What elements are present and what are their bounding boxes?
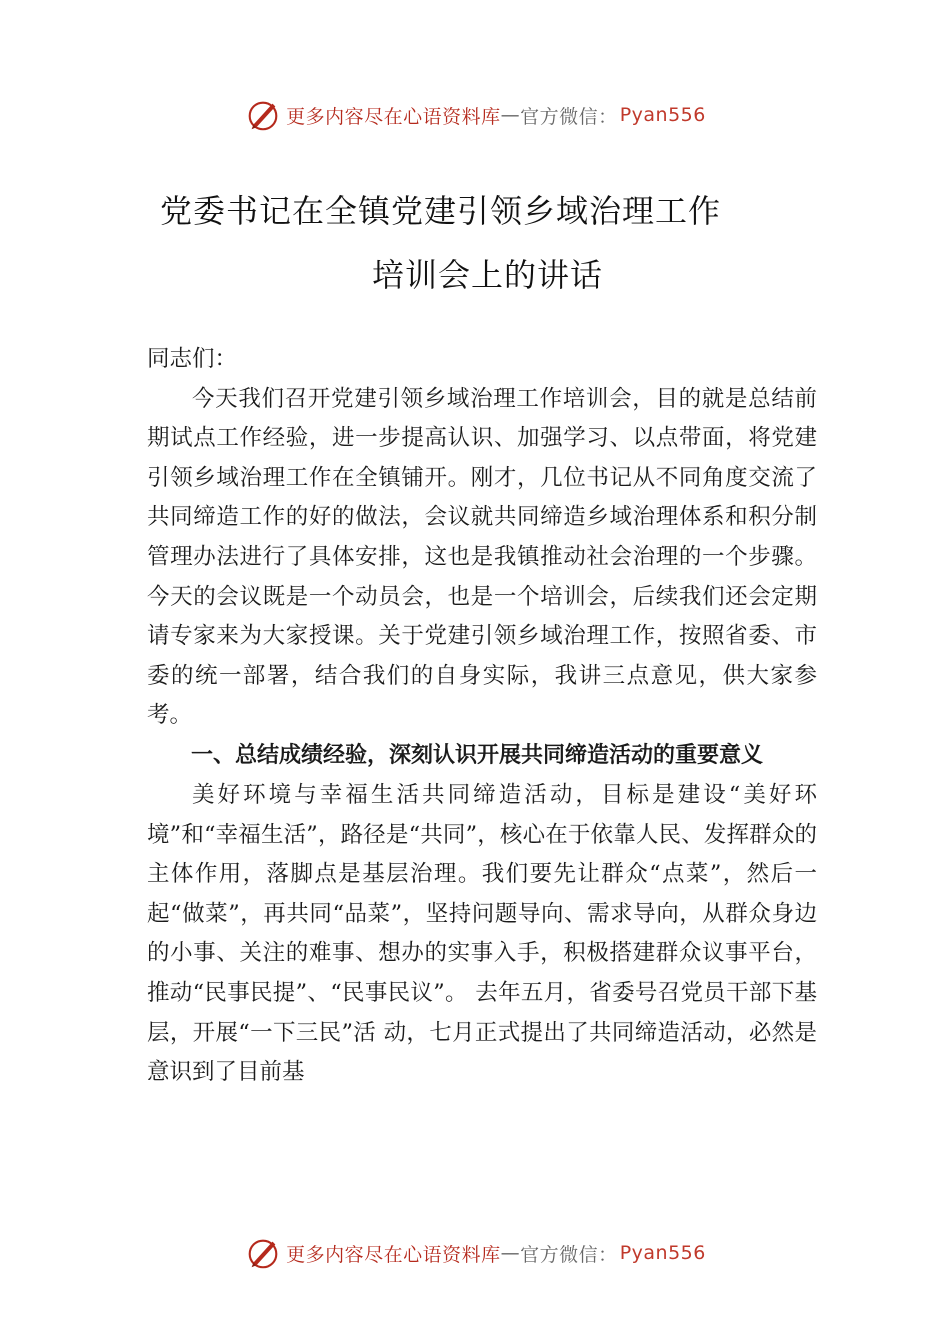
banner-dash: — bbox=[500, 104, 521, 126]
banner-wechat-label: 官方微信： bbox=[520, 1243, 618, 1266]
paragraph-1: 今天我们召开党建引领乡域治理工作培训会，目的就是总结前期试点工作经验，进一步提高认识、加强学习、以点带面，将党建引领乡域治理工作在全镇铺开。刚才，几位书记从不同角度交流了共同缔造工作的好的做法，会议就共同缔造乡域治理体系和积分制管理办法进行了具体安排，这也是我镇推动社会治理的一个步骤。今天的会议既是一个动员会，也是一个培训会，后续我们还会定期请专家来为大家授课。关于党建引领乡域治理工作，按照省委、市委的统一部署，结合我们的自身实际，我讲三点意见，供大家参考。 bbox=[147, 385, 817, 729]
document-title-line-2: 培训会上的讲话 bbox=[372, 256, 604, 294]
banner-wechat-handle: Pyan556 bbox=[619, 1242, 706, 1264]
document-title-line-1: 党委书记在全镇党建引领乡域治理工作 bbox=[160, 192, 722, 230]
pen-logo-icon bbox=[244, 96, 282, 134]
footer-watermark-banner bbox=[0, 1233, 950, 1273]
pen-logo-icon bbox=[244, 1234, 282, 1272]
paragraph-2: 美好环境与幸福生活共同缔造活动，目标是建设“美好环境”和“幸福生活”，路径是“共同”，核心在于依靠人民、发挥群众的主体作用，落脚点是基层治理。我们要先让群众“点菜”，然后一起“做菜”，再共同“品菜”，坚持问题导向、需求导向，从群众身边的小事、关注的难事、想办的实事入手，积极搭建群众议事平台，推动“民事民提”、“民事民议”。 去年五月，省委号召党员干部下基层，开展“一下三民”活 动，七月正式提出了共同缔造活动，必然是意识到了目前基 bbox=[147, 781, 817, 1086]
banner-title: 更多内容尽在心语资料库 bbox=[286, 105, 501, 128]
banner-title: 更多内容尽在心语资料库 bbox=[286, 1243, 501, 1266]
banner-wechat-handle: Pyan556 bbox=[619, 104, 706, 126]
document-body bbox=[147, 340, 817, 1093]
section-heading-1: 一、总结成绩经验，深刻认识开展共同缔造活动的重要意义 bbox=[191, 742, 764, 768]
salutation: 同志们： bbox=[147, 346, 238, 372]
header-watermark-banner bbox=[0, 95, 950, 135]
banner-dash: — bbox=[500, 1242, 521, 1264]
banner-wechat-label: 官方微信： bbox=[520, 105, 618, 128]
